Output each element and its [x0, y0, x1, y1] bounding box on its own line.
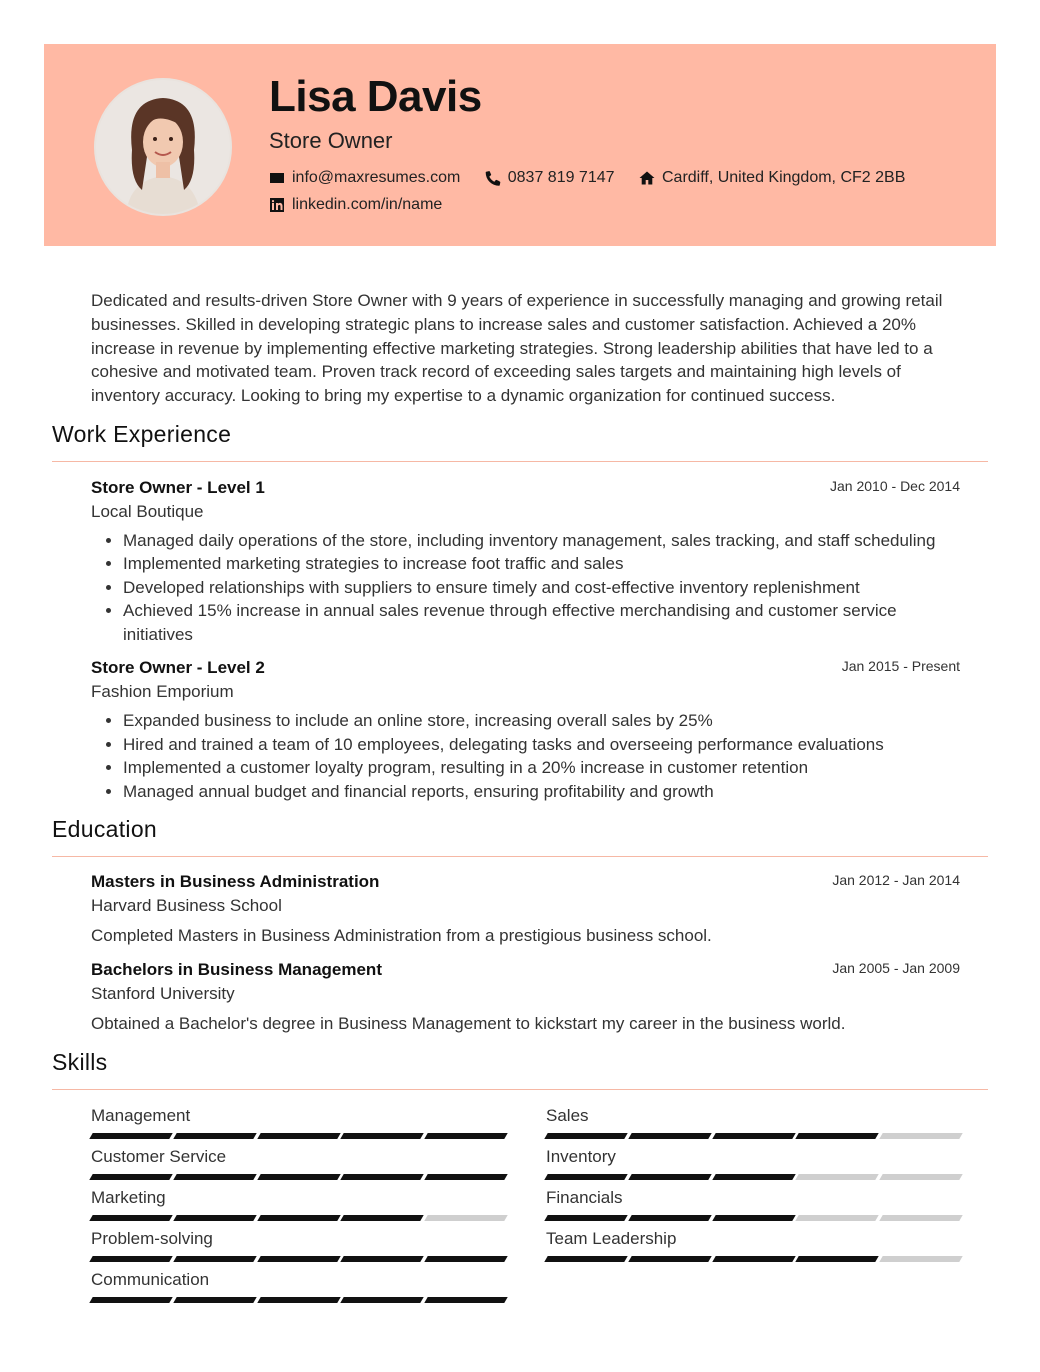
section-work-experience: Work Experience: [52, 421, 988, 462]
section-skills: Skills: [52, 1049, 988, 1090]
skill-name: Customer Service: [91, 1147, 227, 1167]
education-entry: [91, 958, 960, 1036]
skill-level-bar: [91, 1215, 506, 1221]
skill-level-bar: [546, 1215, 961, 1221]
skill-segment-filled: [341, 1256, 424, 1262]
job-title: Store Owner - Level 2: [91, 658, 265, 678]
skill-segment-filled: [257, 1215, 340, 1221]
skill-segment-filled: [173, 1297, 256, 1303]
skill-name: Financials: [546, 1188, 623, 1208]
skill-name: Sales: [546, 1106, 589, 1126]
skill-name: Inventory: [546, 1147, 616, 1167]
skill-segment-filled: [712, 1133, 795, 1139]
skill-segment-filled: [89, 1133, 172, 1139]
job-entry: [91, 656, 960, 803]
work-experience-list: [52, 476, 988, 804]
skill-segment-empty: [796, 1174, 879, 1180]
skill-segment-empty: [424, 1215, 507, 1221]
skill-segment-filled: [544, 1256, 627, 1262]
skill-segment-empty: [879, 1174, 962, 1180]
job-bullet: • Implemented a customer loyalty program, resulting in a 20% increase in customer retention: [123, 756, 960, 780]
skill-segment-filled: [89, 1256, 172, 1262]
education-degree: Bachelors in Business Management: [91, 960, 382, 980]
linkedin-icon: [269, 197, 285, 213]
skill-segment-filled: [257, 1297, 340, 1303]
job-entry: [91, 476, 960, 647]
contact-email-text: info@maxresumes.com: [292, 169, 461, 186]
profile-photo: [94, 78, 232, 216]
skill-segment-filled: [173, 1133, 256, 1139]
resume-header: [44, 44, 996, 246]
professional-summary: Dedicated and results-driven Store Owner with 9 years of experience in successfully managing and growing retail businesses. Skilled in developing strategic plans to increase sales and customer satisfaction. Achieved a 20% increase in revenue by implementing effective marketing strategies. Strong leadership abilities that have led to a cohesive and motivated team. Proven track record of exceeding sales targets and maintaining high levels of inventory accuracy. Looking to bring my expertise to a dynamic organization for continued success.: [91, 291, 943, 406]
skill-segment-filled: [424, 1174, 507, 1180]
skill-segment-filled: [424, 1256, 507, 1262]
skill-segment-filled: [424, 1297, 507, 1303]
skill-segment-filled: [712, 1174, 795, 1180]
skill-name: Team Leadership: [546, 1229, 677, 1249]
skill-segment-filled: [628, 1174, 711, 1180]
profile-photo-image: [96, 80, 230, 214]
skill-item: [546, 1227, 961, 1262]
contact-email[interactable]: [269, 167, 460, 189]
job-company: Local Boutique: [91, 501, 204, 521]
skill-item: [91, 1186, 506, 1221]
skill-segment-filled: [173, 1215, 256, 1221]
job-bullet: • Managed daily operations of the store, including inventory management, sales tracking, and staff scheduling: [123, 529, 960, 553]
job-bullet: • Developed relationships with suppliers to ensure timely and cost-effective inventory replenishment: [123, 576, 960, 600]
skill-segment-filled: [712, 1256, 795, 1262]
skill-level-bar: [91, 1174, 506, 1180]
skill-name: Management: [91, 1106, 191, 1126]
education-description: Obtained a Bachelor's degree in Business Management to kickstart my career in the business world.: [91, 1014, 846, 1034]
phone-icon: [485, 170, 501, 186]
contact-phone[interactable]: [485, 167, 615, 189]
skill-segment-filled: [544, 1215, 627, 1221]
contact-address: [639, 167, 905, 189]
skill-level-bar: [91, 1297, 506, 1303]
job-bullet: • Managed annual budget and financial reports, ensuring profitability and growth: [123, 780, 960, 804]
skill-level-bar: [91, 1133, 506, 1139]
job-company: Fashion Emporium: [91, 682, 234, 702]
skill-segment-filled: [628, 1133, 711, 1139]
skills-list: [52, 1104, 988, 1303]
skill-segment-filled: [173, 1256, 256, 1262]
skill-segment-filled: [89, 1174, 172, 1180]
education-school: Harvard Business School: [91, 896, 282, 916]
education-list: [52, 870, 988, 1036]
skill-segment-empty: [879, 1215, 962, 1221]
skill-item: [91, 1268, 506, 1303]
candidate-name: Lisa Davis: [269, 72, 482, 121]
skill-name: Marketing: [91, 1188, 166, 1208]
skill-segment-filled: [544, 1174, 627, 1180]
skill-segment-filled: [89, 1297, 172, 1303]
job-bullet: • Implemented marketing strategies to increase foot traffic and sales: [123, 552, 960, 576]
skill-level-bar: [546, 1174, 961, 1180]
job-bullets: [91, 709, 960, 803]
skill-segment-filled: [341, 1297, 424, 1303]
skill-segment-filled: [341, 1174, 424, 1180]
skill-name: Communication: [91, 1270, 210, 1290]
job-bullet: • Expanded business to include an online store, increasing overall sales by 25%: [123, 709, 960, 733]
skill-segment-empty: [879, 1256, 962, 1262]
contact-info: [269, 167, 969, 218]
skill-level-bar: [546, 1133, 961, 1139]
skill-item: [91, 1227, 506, 1262]
job-bullets: [91, 529, 960, 647]
contact-phone-text: 0837 819 7147: [507, 169, 615, 186]
skill-name: Problem-solving: [91, 1229, 213, 1249]
education-degree: Masters in Business Administration: [91, 872, 380, 892]
skill-segment-filled: [628, 1215, 711, 1221]
skill-segment-filled: [341, 1215, 424, 1221]
skill-segment-filled: [89, 1215, 172, 1221]
skill-segment-filled: [173, 1174, 256, 1180]
education-description: Completed Masters in Business Administration from a prestigious business school.: [91, 926, 712, 946]
envelope-icon: [269, 170, 285, 186]
education-dates: Jan 2012 - Jan 2014: [832, 872, 960, 889]
skill-segment-filled: [628, 1256, 711, 1262]
skill-item: [91, 1145, 506, 1180]
contact-linkedin[interactable]: [269, 194, 442, 216]
skill-segment-filled: [796, 1133, 879, 1139]
skill-item: [91, 1104, 506, 1139]
resume-body: [52, 289, 988, 1303]
education-entry: [91, 870, 960, 948]
job-bullet: • Achieved 15% increase in annual sales revenue through effective merchandising and customer service initiatives: [123, 599, 960, 646]
skill-level-bar: [91, 1256, 506, 1262]
skill-segment-filled: [796, 1256, 879, 1262]
skill-segment-filled: [257, 1133, 340, 1139]
contact-linkedin-text: linkedin.com/in/name: [292, 196, 443, 213]
job-dates: Jan 2015 - Present: [841, 658, 960, 675]
skill-segment-filled: [712, 1215, 795, 1221]
education-school: Stanford University: [91, 984, 235, 1004]
skill-segment-filled: [424, 1133, 507, 1139]
skill-item: [546, 1104, 961, 1139]
skill-item: [546, 1145, 961, 1180]
contact-address-text: Cardiff, United Kingdom, CF2 2BB: [661, 169, 906, 186]
job-title: Store Owner - Level 1: [91, 477, 265, 497]
section-education: Education: [52, 816, 988, 857]
skill-item: [546, 1186, 961, 1221]
skill-level-bar: [546, 1256, 961, 1262]
skill-segment-filled: [341, 1133, 424, 1139]
job-bullet: • Hired and trained a team of 10 employees, delegating tasks and overseeing performance evaluations: [123, 733, 960, 757]
candidate-title: Store Owner: [269, 128, 393, 153]
skill-segment-filled: [544, 1133, 627, 1139]
skill-segment-empty: [796, 1215, 879, 1221]
education-dates: Jan 2005 - Jan 2009: [832, 960, 960, 977]
skill-segment-filled: [257, 1256, 340, 1262]
skill-segment-empty: [879, 1133, 962, 1139]
home-icon: [639, 170, 655, 186]
skill-segment-filled: [257, 1174, 340, 1180]
job-dates: Jan 2010 - Dec 2014: [830, 477, 960, 494]
